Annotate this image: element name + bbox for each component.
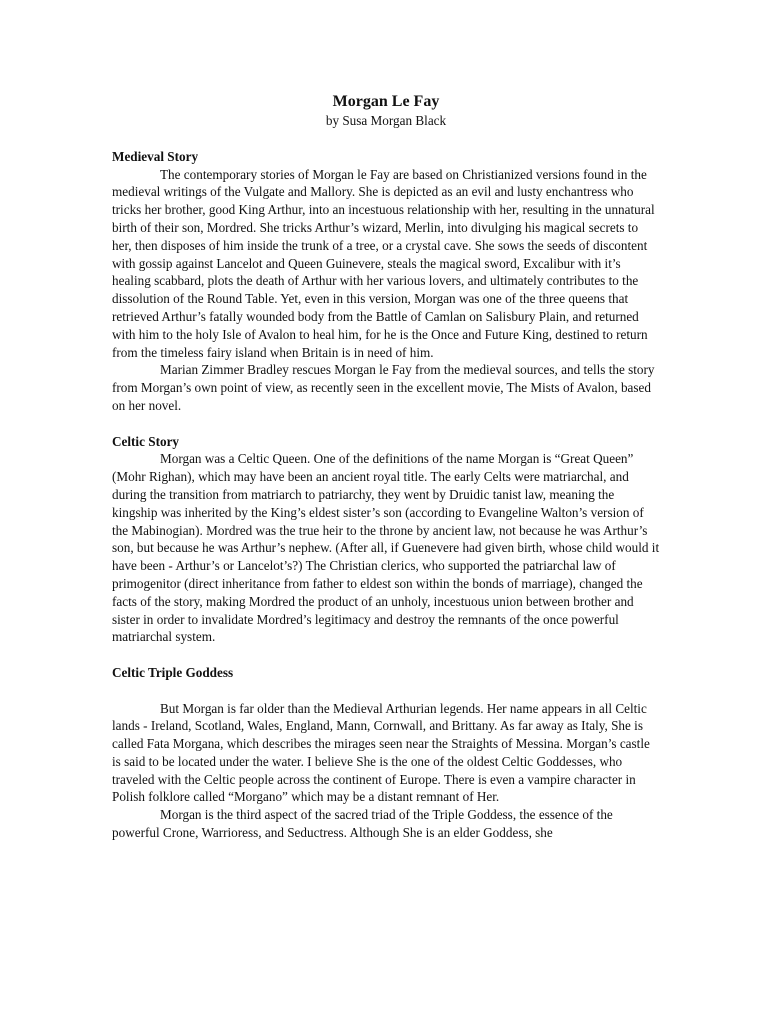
section-gap — [112, 646, 660, 664]
document-title: Morgan Le Fay — [332, 93, 440, 110]
document-page — [112, 92, 660, 842]
section-gap — [112, 415, 660, 433]
paragraph: Marian Zimmer Bradley rescues Morgan le Fay from the medieval sources, and tells the story from Morgan’s own point of view, as recently seen in the excellent movie, The Mists of Avalon, based on her novel. — [112, 362, 655, 413]
section-heading-medieval-story: Medieval Story — [112, 148, 199, 164]
paragraph: Morgan is the third aspect of the sacred triad of the Triple Goddess, the essence of the powerful Crone, Warrioress, and Seductress. Although She is an elder Goddess, she — [112, 807, 613, 841]
paragraph: The contemporary stories of Morgan le Fay are based on Christianized versions found in the medieval writings of the Vulgate and Mallory. She is depicted as an evil and lusty enchantress who tricks her brother, good King Arthur, into an incestuous relationship with her, resulting in the unnatural birth of their son, Mordred. She tricks Arthur’s wizard, Merlin, into divulging his magical secrets to her, then disposes of him inside the trunk of a tree, or a crystal cave. She sows the seeds of discontent with gossip against Lancelot and Queen Guinevere, steals the magical sword, Excalibur with it’s healing scabbard, plots the death of Arthur with her various lovers, and ultimately contributes to the dissolution of the Round Table. Yet, even in this version, Morgan was one of the three queens that retrieved Arthur’s fatally wounded body from the Battle of Camlan on Salisbury Plain, and returned with him to the holy Isle of Avalon to heal him, for he is the Once and Future King, destined to return from the timeless fairy island when Britain is in need of him. — [112, 166, 655, 360]
paragraph: Morgan was a Celtic Queen. One of the definitions of the name Morgan is “Great Queen” (Mohr Righan), which may have been an ancient royal title. The early Celts were matriarchal, and during the transition from matriarch to patriarchy, they went by Druidic tanist law, meaning the kingship was inherited by the King’s eldest sister’s son (according to Evangeline Walton’s version of the Mabinogian). Mordred was the true heir to the throne by ancient law, not because he was Arthur’s son, but because he was Arthur’s nephew. (After all, if Guenevere had given birth, whose child would it have been - Arthur’s or Lancelot’s?) The Christian clerics, who supported the patriarchal law of primogenitor (direct inheritance from father to eldest son within the bonds of marriage), changed the facts of the story, making Mordred the product of an unholy, incestuous union between brother and sister in order to invalidate Mordred’s legitimacy and destroy the remnants of the once powerful matriarchal system. — [112, 451, 660, 645]
paragraph: But Morgan is far older than the Medieval Arthurian legends. Her name appears in all Celtic lands - Ireland, Scotland, Wales, England, Mann, Cornwall, and Brittany. As far away as Italy, She is called Fata Morgana, which describes the mirages seen near the Straights of Messina. Morgan’s castle is said to be located under the water. I believe She is the one of the oldest Celtic Goddesses, who traveled with the Celtic people across the continent of Europe. There is even a vampire character in Polish folklore called “Morgano” which may be a distant remnant of Her. — [112, 700, 650, 805]
section-heading-celtic-story: Celtic Story — [112, 433, 180, 449]
section-gap — [112, 682, 660, 700]
section-heading-celtic-triple-goddess: Celtic Triple Goddess — [112, 664, 234, 680]
document-byline: by Susa Morgan Black — [325, 113, 447, 128]
